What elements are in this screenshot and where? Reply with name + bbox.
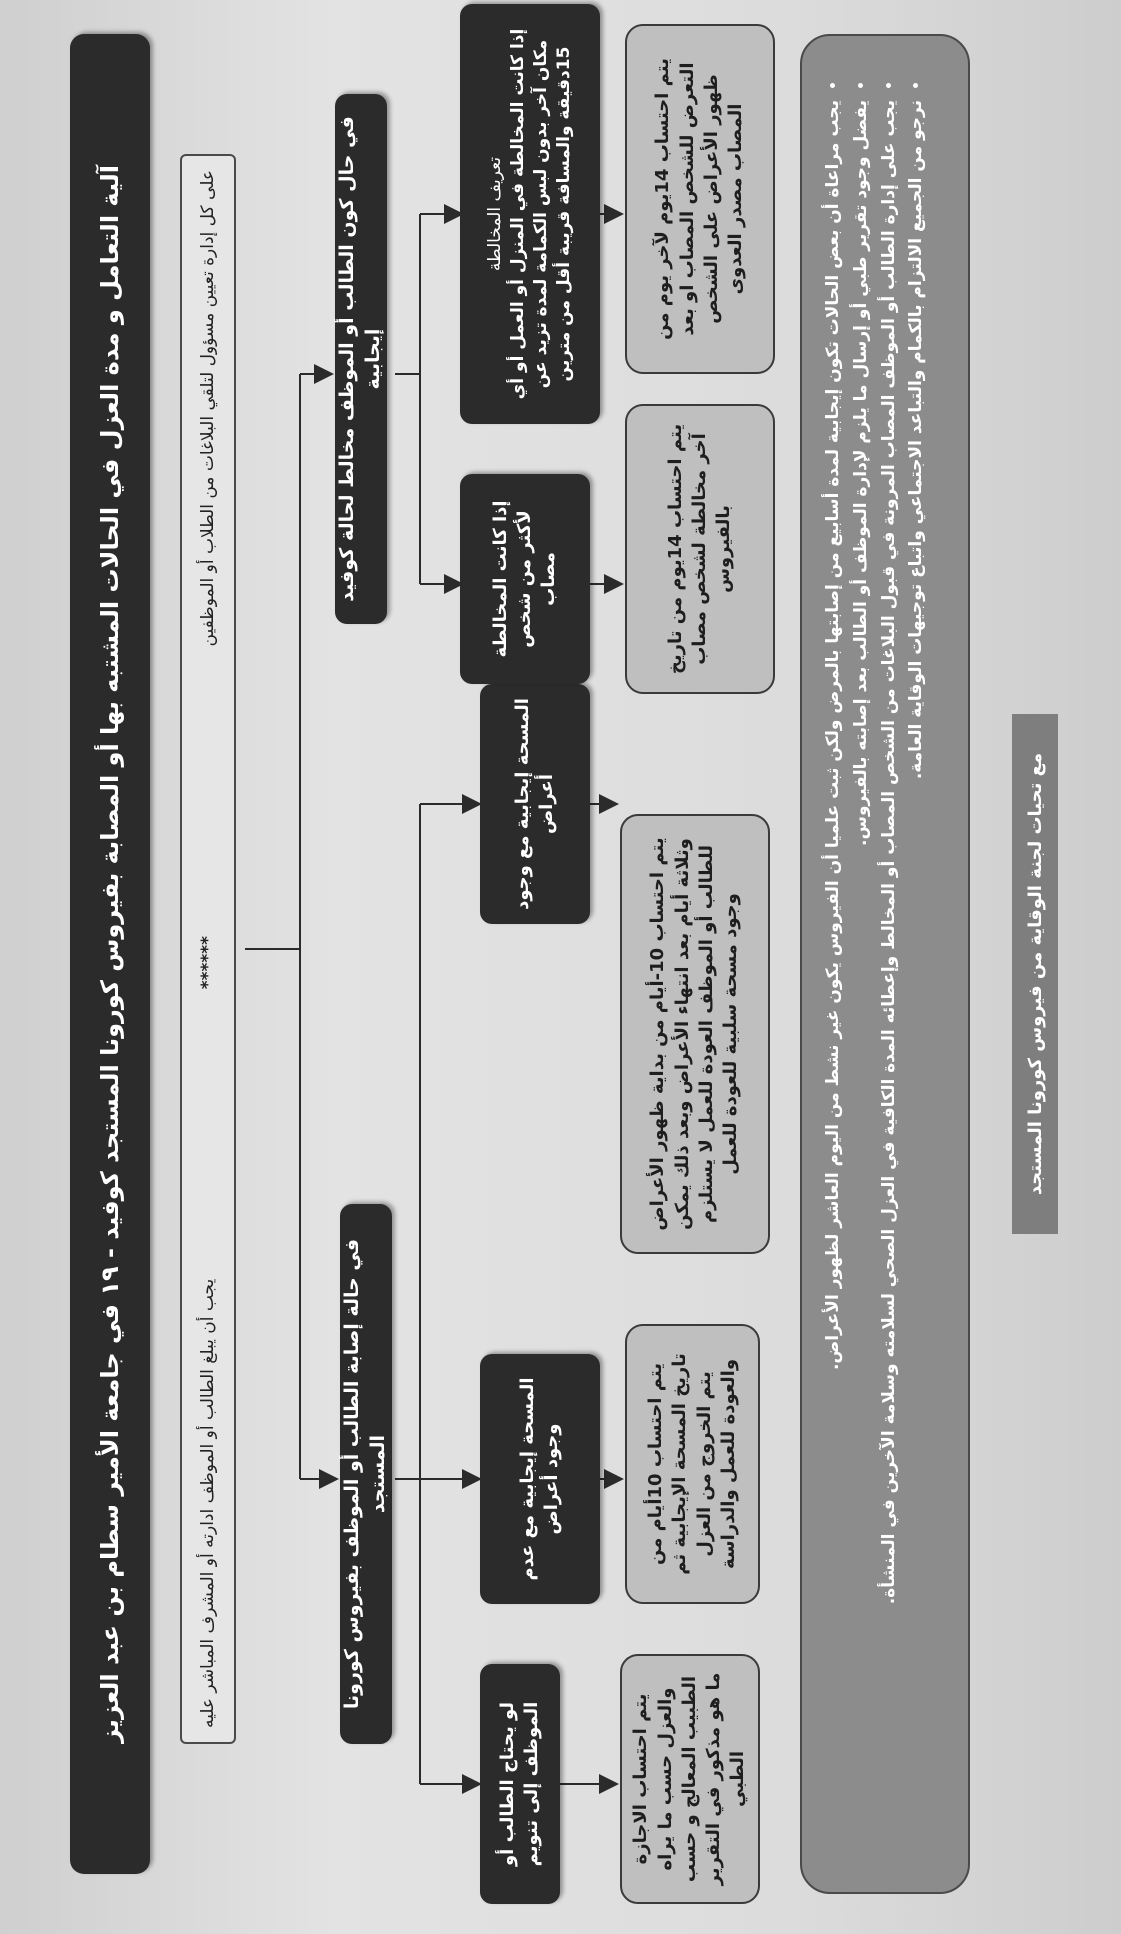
result-with-symptoms-text: يتم احتساب 10-أيام من بداية ظهور الأعراض وثلاثة أيام بعد انتهاء الأعراض وبعد ذلك يمكن للطالب أو الموظف العودة للعمل لا يستلزم وجود مسحة سلبية للعودة للعمل [647, 837, 742, 1231]
category-infected [340, 1204, 392, 1744]
subcase-with-symptoms-label: المسحة إيجابية مع وجود أعراض [511, 698, 557, 910]
result-contact-infected [625, 404, 775, 694]
note-item: • يفضل وجود تقرير طبي أو إرسال ما يلزم لإدارة الموظف أو الطالب بعد إصابته بالفيروس. [850, 100, 874, 1852]
result-hospitalized [620, 1654, 760, 1904]
subcase-no-symptoms [480, 1354, 600, 1604]
result-contact-infected-text: يتم احتساب 14يوم من تاريخ آخر مخالطة لشخص مصاب بالفيروس [664, 423, 735, 675]
subcase-contact-infected [460, 474, 590, 684]
instruction-banner [180, 154, 236, 1744]
instruction-part2: يجب أن يبلغ الطالب أو الموظف ادارته أو المشرف المباشر عليه [197, 1278, 218, 1728]
footer-credit-text: مع تحيات لجنة الوقاية من فيروس كورونا المستجد [1024, 752, 1046, 1196]
page-title-text: آلية التعامل و مدة العزل في الحالات المشتبه بها أو المصابة بفيروس كورونا المستجد كوفيد - ١٩ في جامعة الأمير سطام بن عبد العزيز [95, 165, 124, 1743]
page-title [70, 34, 150, 1874]
note-item: • يجب على إدارة الطالب أو الموظف المصاب المرونة في قبول البلاغات من الشخص المصاب أو المخالط وإعطائه المدة الكافية في العزل الصحي لسلامته وسلامة الآخرين في المنشأة. [878, 100, 902, 1852]
notes-list [822, 76, 929, 1852]
contact-definition-text: إذا كانت المخالطة في المنزل أو العمل أو أي مكان آخر بدون لبس الكمامة لمدة تزيد عن 15دقيقة والمسافة قريبة أقل من مترين [508, 28, 574, 400]
subcase-with-symptoms [480, 684, 590, 924]
result-no-symptoms-text: يتم احتساب 10أيام من تاريخ المسحة الإيجابية ثم يتم الخروج من العزل والعودة للعمل والدراسة [644, 1353, 739, 1575]
category-contact [335, 94, 387, 624]
footer-credit [1012, 714, 1058, 1234]
note-item: • نرجو من الجميع الالتزام بالكمام والتباعد الاجتماعي واتباع توجيهات الوقاية العامة. [905, 100, 929, 1852]
result-contact-other-text: يتم احتساب 14يوم لآخر يوم من التعرض للشخص المصاب او بعد ظهور الأعراض على الشخص المصاب مصدر العدوى [652, 58, 747, 340]
contact-definition-heading: تعريف المخالطة [485, 156, 506, 272]
category-contact-label: في حال كون الطالب أو الموظف مخالط لحالة كوفيد إيجابية [336, 116, 384, 602]
result-hospitalized-text: يتم احتساب الاجازة والعزل حسب ما يراه الطبيب المعالج و حسب ما هو مذكور في التقرير الطبي [630, 1672, 749, 1886]
result-contact-other [625, 24, 775, 374]
instruction-part1: على كل إدارة تعيين مسؤول لتلقي البلاغات من الطلاب أو الموظفين [197, 170, 218, 647]
subcase-hospitalized [480, 1664, 560, 1904]
subcase-contact-infected-label: إذا كانت المخالطة لأكثر من شخص مصاب [489, 500, 560, 658]
note-item: • يجب مراعاة أن بعض الحالات تكون إيجابية لمدة أسابيع من إصابتها بالمرض ولكن ثبت علميا أن الفيروس يكون غير نشط من اليوم العاشر لظهور الأعراض. [822, 100, 846, 1852]
result-no-symptoms [625, 1324, 760, 1604]
result-with-symptoms [620, 814, 770, 1254]
subcase-contact-definition [460, 4, 600, 424]
category-infected-label: في حالة إصابة الطالب أو الموظف بفيروس كورونا المستجد [341, 1238, 389, 1710]
notes-panel [800, 34, 970, 1894]
instruction-stars: ****** [197, 935, 218, 990]
subcase-no-symptoms-label: المسحة إيجابية مع عدم وجود أعراض [516, 1377, 562, 1581]
subcase-hospitalized-label: لو يحتاج الطالب أو الموظف إلى تنويم [496, 1701, 542, 1867]
